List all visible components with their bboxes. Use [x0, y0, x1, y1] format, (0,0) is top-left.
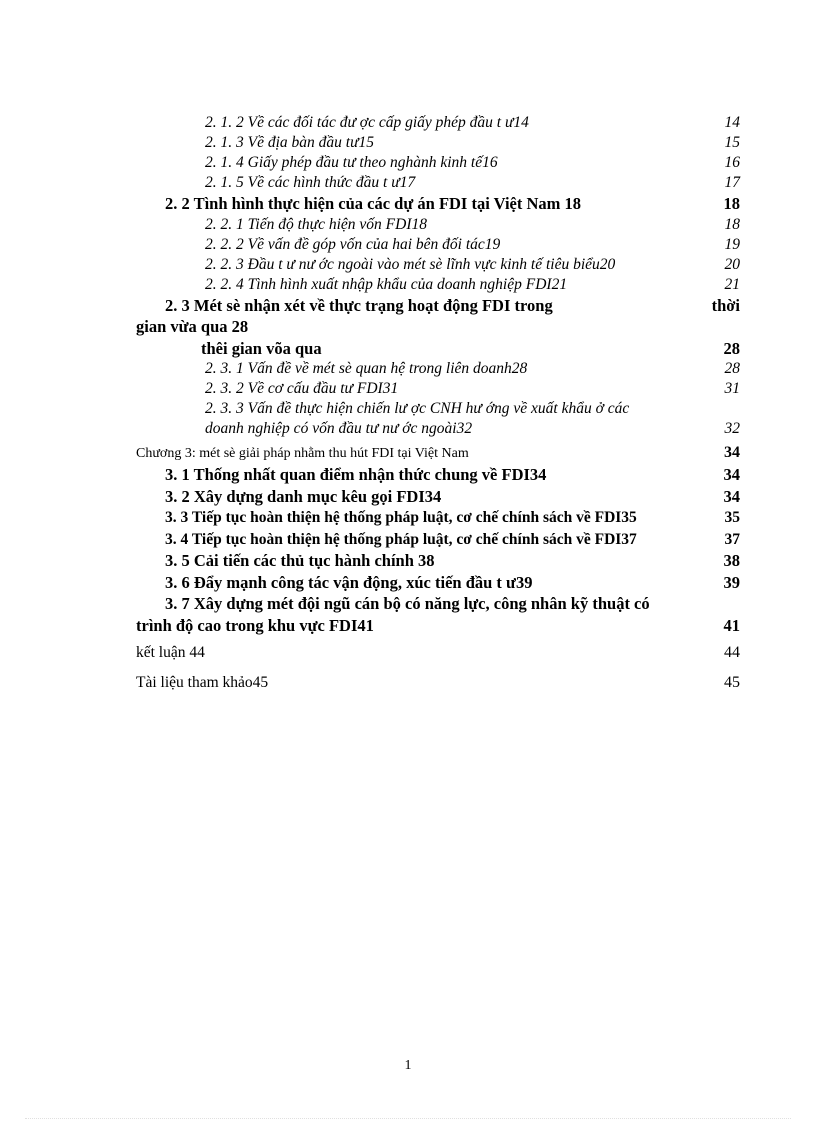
toc-section-entry	[136, 507, 740, 529]
toc-entry-page: 15	[724, 134, 740, 151]
toc-entry-title: doanh nghiệp có vốn đầu tư nư ớc ngoài32	[205, 420, 473, 437]
toc-entry-page: 45	[724, 674, 740, 691]
toc-entry	[136, 359, 740, 379]
toc-entry	[136, 419, 740, 439]
toc-entry-page: 19	[724, 235, 740, 253]
toc-entry-title: 2. 3. 3 Vấn đề thực hiện chiến lư ợc CNH hư ớng về xuất khẩu ở các	[205, 400, 630, 417]
toc-entry-page: 41	[723, 615, 740, 635]
toc-entry-title: 3. 2 Xây dựng danh mục kêu gọi FDI34	[165, 486, 442, 506]
toc-entry-page: 28	[723, 338, 740, 358]
toc-entry-title: 3. 1 Thống nhất quan điểm nhận thức chung về FDI34	[165, 465, 547, 484]
toc-section-entry	[136, 529, 740, 551]
toc-entry	[136, 379, 740, 399]
toc-entry	[136, 133, 740, 153]
toc-entry-page: 20	[724, 255, 740, 273]
toc-section-entry	[136, 486, 740, 508]
toc-entry-title: gian vừa qua 28	[136, 317, 249, 336]
toc-entry	[136, 255, 740, 275]
toc-entry	[136, 275, 740, 295]
toc-entry	[136, 173, 740, 193]
toc-entry-title: 3. 7 Xây dựng mét đội ngũ cán bộ có năng lực, công nhân kỹ thuật có	[165, 594, 650, 613]
toc-section-entry	[136, 550, 740, 572]
toc-entry-page: 34	[723, 486, 740, 506]
toc-entry-title: 3. 6 Đẩy mạnh công tác vận động, xúc tiến đầu t ư39	[165, 572, 533, 592]
toc-entry-title: 2. 1. 2 Về các đối tác đư ợc cấp giấy phép đầu t ư14	[205, 114, 529, 131]
toc-entry-title: 2. 3. 1 Vấn đề về mét sè quan hệ trong liên doanh28	[205, 360, 528, 377]
toc-section-entry	[136, 593, 740, 615]
toc-entry-title: 3. 4 Tiếp tục hoàn thiện hệ thống pháp luật, cơ chế chính sách về FDI37	[165, 530, 637, 548]
toc-entry-title: 2. 2. 1 Tiến độ thực hiện vốn FDI18	[205, 215, 427, 233]
toc-entry-continuation	[136, 615, 740, 637]
toc-entry-page: 39	[723, 572, 740, 592]
toc-entry	[136, 671, 740, 695]
toc-entry	[136, 215, 740, 235]
toc-entry-page: 17	[724, 174, 740, 191]
toc-entry-title: 3. 5 Cải tiến các thủ tục hành chính 38	[165, 551, 435, 570]
toc-section-entry	[136, 572, 740, 594]
toc-entry-title: thêi gian võa qua	[201, 338, 322, 358]
toc-chapter-entry	[136, 443, 740, 464]
toc-entry-page: 31	[724, 380, 740, 397]
toc-entry-page: 44	[724, 644, 740, 661]
toc-entry-title: trình độ cao trong khu vực FDI41	[136, 615, 374, 635]
toc-entry-title-tail: thời	[711, 295, 740, 315]
toc-entry-page: 16	[724, 154, 740, 171]
toc-entry-page: 38	[723, 551, 740, 570]
page-bottom-divider	[25, 1118, 791, 1119]
toc-entry-title: Chương 3: mét sè giải pháp nhằm thu hút FDI tại Việt Nam	[136, 446, 469, 461]
toc-entry-title: 2. 1. 4 Giấy phép đầu tư theo nghành kinh tế16	[205, 154, 498, 171]
toc-entry-page: 18	[723, 194, 740, 213]
toc-entry-title: kết luận 44	[136, 644, 205, 661]
toc-entry-title: 2. 1. 5 Về các hình thức đầu t ư17	[205, 174, 416, 191]
toc-section-entry	[136, 464, 740, 486]
toc-entry	[136, 235, 740, 255]
toc-entry-title: 2. 3 Mét sè nhận xét về thực trạng hoạt động FDI trong	[165, 295, 553, 315]
toc-entry-title: 2. 2. 3 Đầu t ư nư ớc ngoài vào mét sè lĩnh vực kinh tế tiêu biểu20	[205, 255, 616, 273]
toc-entry-title: 2. 2 Tình hình thực hiện của các dự án FDI tại Việt Nam 18	[165, 194, 582, 213]
toc-entry-page: 21	[724, 275, 740, 293]
toc-entry	[136, 399, 740, 419]
toc-entry-title: 2. 1. 3 Về địa bàn đầu tư15	[205, 134, 375, 151]
table-of-contents	[136, 113, 740, 695]
toc-entry	[136, 641, 740, 665]
toc-entry-page: 14	[724, 114, 740, 131]
toc-entry	[136, 153, 740, 173]
toc-entry-page: 34	[724, 444, 740, 461]
toc-section-entry	[136, 295, 740, 317]
toc-entry-page: 28	[724, 360, 740, 377]
toc-section-entry	[136, 193, 740, 215]
toc-entry-title: 2. 2. 4 Tình hình xuất nhập khẩu của doanh nghiệp FDI21	[205, 275, 568, 293]
toc-entry-title: 2. 3. 2 Về cơ cấu đầu tư FDI31	[205, 380, 399, 397]
toc-entry-page: 34	[723, 465, 740, 484]
toc-entry	[136, 113, 740, 133]
toc-entry-page: 32	[724, 420, 740, 437]
toc-entry-continuation	[136, 316, 740, 338]
page-number: 1	[404, 1058, 412, 1073]
toc-entry-title: 2. 2. 2 Về vấn đề góp vốn của hai bên đối tác19	[205, 235, 501, 253]
toc-entry-page: 37	[724, 530, 740, 548]
toc-entry-page: 35	[724, 509, 740, 526]
toc-entry-title: Tài liệu tham khảo45	[136, 674, 269, 691]
toc-entry-title: 3. 3 Tiếp tục hoàn thiện hệ thống pháp luật, cơ chế chính sách về FDI35	[165, 509, 637, 526]
toc-entry-page: 18	[724, 215, 740, 233]
toc-section-entry	[136, 338, 740, 360]
